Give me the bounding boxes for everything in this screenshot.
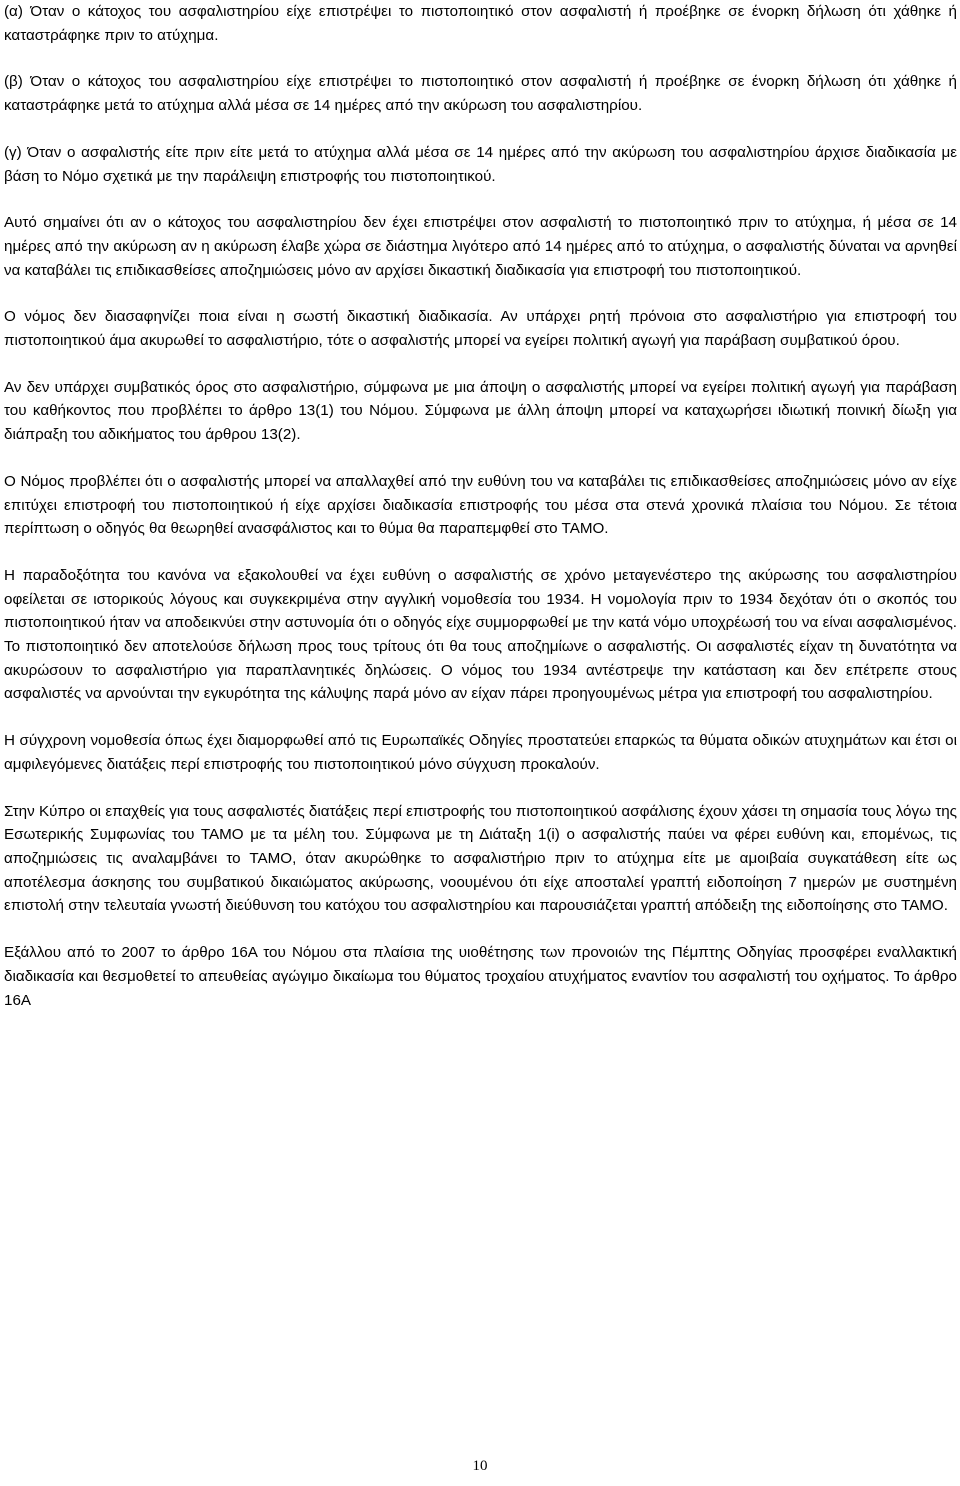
- paragraph-article-16a: Εξάλλου από το 2007 το άρθρο 16Α του Νόμου στα πλαίσια της υιοθέτησης των προνοιών της Πέμπτης Οδηγίας προσφέρει εναλλακτική διαδικασία και θεσμοθετεί το απευθείας αγώγιμο δικαίωμα του θύματος τροχαίου ατυχήματος εναντίον του ασφαλιστή του οχήματος. Το άρθρο 16Α: [4, 944, 957, 1009]
- paragraph-insurer-release: Ο Νόμος προβλέπει ότι ο ασφαλιστής μπορεί να απαλλαχθεί από την ευθύνη του να καταβάλει τις επιδικασθείσες αποζημιώσεις μόνο αν είχε επιτύχει επιστροφή του πιστοποιητικού ή είχε αρχίσει διαδικασία επιστροφής του μέσα στα στενά χρονικά πλαίσια του Νόμου. Σε τέτοια περίπτωση ο οδηγός θα θεωρηθεί ανασφάλιστος και το θύμα θα παραπεμφθεί στο ΤΑΜΟ.: [4, 472, 957, 538]
- paragraph-clause-b: (β) Όταν ο κάτοχος του ασφαλιστηρίου είχε επιστρέψει το πιστοποιητικό στον ασφαλιστή ή προέβηκε σε ένορκη δήλωση ότι χάθηκε ή καταστράφηκε μετά το ατύχημα αλλά μέσα σε 14 ημέρες από την ακύρωση του ασφαλιστηρίου.: [4, 73, 957, 115]
- paragraph-contract-term: Αν δεν υπάρχει συμβατικός όρος στο ασφαλιστήριο, σύμφωνα με μια άποψη ο ασφαλιστής μπορεί να εγείρει πολιτική αγωγή για παράβαση του καθήκοντος που προβλέπει το άρθρο 13(1) του Νόμου. Σύμφωνα με άλλη άποψη μπορεί να καταχωρήσει ιδιωτική ποινική δίωξη για διάπραξη του αδικήματος του άρθρου 13(2).: [4, 378, 957, 444]
- paragraph-court-procedure: Ο νόμος δεν διασαφηνίζει ποια είναι η σωστή δικαστική διαδικασία. Αν υπάρχει ρητή πρόνοια στο ασφαλιστήριο για επιστροφή του πιστοποιητικού άμα ακυρωθεί το ασφαλιστήριο, τότε ο ασφαλιστής μπορεί να εγείρει πολιτική αγωγή για παράβαση συμβατικού όρου.: [4, 308, 957, 350]
- page-number: 10: [472, 1458, 488, 1474]
- paragraph-history: Η παραδοξότητα του κανόνα να εξακολουθεί να έχει ευθύνη ο ασφαλιστής σε χρόνο μεταγενέστερο της ακύρωσης του ασφαλιστηρίου οφείλεται σε ιστορικούς λόγους και συγκεκριμένα στην αγγλική νομοθεσία του 1934. Η νομολογία πριν το 1934 δεχόταν ότι ο σκοπός του πιστοποιητικού ήταν να αποδεικνύει στην αστυνομία ότι ο οδηγός είχε συμμορφωθεί με την κατά νόμο υποχρέωσή του να είναι ασφαλισμένος. Το πιστοποιητικό δεν αποτελούσε δήλωση προς τους τρίτους ότι θα τους αποζημίωνε ο ασφαλιστής. Οι ασφαλιστές είχαν τη δυνατότητα να ακυρώσουν το ασφαλιστήριο για παραπλανητικές δηλώσεις. Ο νόμος του 1934 αντέστρεψε την κατάσταση και δεν επέτρεπε στους ασφαλιστές να αρνούνται την εγκυρότητα της κάλυψης παρά μόνο αν είχαν πάρει προηγουμένως μέτρα για επιστροφή του ασφαλιστηρίου.: [4, 566, 957, 703]
- paragraph-clause-c: (γ) Όταν ο ασφαλιστής είτε πριν είτε μετά το ατύχημα αλλά μέσα σε 14 ημέρες από την ακύρωση του ασφαλιστηρίου άρχισε διαδικασία με βάση το Νόμο σχετικά με την παράλειψη επιστροφής του πιστοποιητικού.: [4, 143, 957, 185]
- document-body: [4, 0, 957, 1012]
- paragraph-meaning: Αυτό σημαίνει ότι αν ο κάτοχος του ασφαλιστηρίου δεν έχει επιστρέψει στον ασφαλιστή το πιστοποιητικό πριν το ατύχημα, ή μέσα σε 14 ημέρες από την ακύρωση αν η ακύρωση έλαβε χώρα σε διάστημα λιγότερο από 14 ημέρες από το ατύχημα, ο ασφαλιστής δύναται να αρνηθεί να καταβάλει τις επιδικασθείσες αποζημιώσεις μόνο αν αρχίσει δικαστική διαδικασία για επιστροφή του πιστοποιητικού.: [4, 214, 957, 279]
- paragraph-modern-legislation: Η σύγχρονη νομοθεσία όπως έχει διαμορφωθεί από τις Ευρωπαϊκές Οδηγίες προστατεύει επαρκώς τα θύματα οδικών ατυχημάτων και έτσι οι αμφιλεγόμενες διατάξεις περί επιστροφής του πιστοποιητικού μόνο σύγχυση προκαλούν.: [4, 732, 957, 773]
- paragraph-cyprus: Στην Κύπρο οι επαχθείς για τους ασφαλιστές διατάξεις περί επιστροφής του πιστοποιητικού ασφάλισης έχουν χάσει τη σημασία τους λόγω της Εσωτερικής Συμφωνίας του ΤΑΜΟ με τα μέλη του. Σύμφωνα με τη Διάταξη 1(i) ο ασφαλιστής παύει να φέρει ευθύνη και, επομένως, τις αποζημιώσεις τις αναλαμβάνει το ΤΑΜΟ, όταν ακυρώθηκε το ασφαλιστήριο πριν το ατύχημα είτε με αμοιβαία συγκατάθεση είτε ως αποτέλεσμα άσκησης του συμβατικού δικαιώματος ακύρωσης, νοουμένου ότι είχε αποσταλεί γραπτή ειδοποίηση 7 ημερών με συστημένη επιστολή στην τελευταία γνωστή διεύθυνση του κατόχου του ασφαλιστηρίου και παρουσιάζεται γραπτή απόδειξη της ειδοποίησης στο ΤΑΜΟ.: [4, 802, 957, 915]
- paragraph-clause-a: (α) Όταν ο κάτοχος του ασφαλιστηρίου είχε επιστρέψει το πιστοποιητικό στον ασφαλιστή ή προέβηκε σε ένορκη δήλωση ότι χάθηκε ή καταστράφηκε πριν το ατύχημα.: [4, 3, 957, 44]
